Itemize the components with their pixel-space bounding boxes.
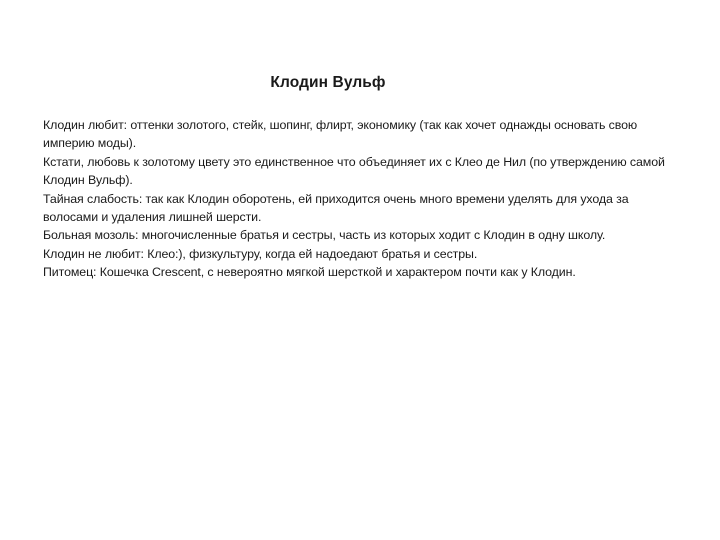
paragraph-dislikes: Клодин не любит: Клео:), физкультуру, когда ей надоедают братья и сестры.	[43, 246, 478, 261]
paragraph-pet: Питомец: Кошечка Crescent, с невероятно мягкой шерсткой и характером почти как у Клодин.	[43, 265, 576, 280]
paragraph-gold-love: Кстати, любовь к золотому цвету это единственное что объединяет их с Клео де Нил (по утверждению самой Клодин Вульф).	[43, 154, 665, 188]
slide-title: Клодин Вульф	[270, 74, 386, 91]
slide-body	[43, 116, 683, 282]
paragraph-sore-spot: Больная мозоль: многочисленные братья и сестры, часть из которых ходит с Клодин в одну школу.	[43, 228, 606, 243]
paragraph-secret-weakness: Тайная слабость: так как Клодин оборотень, ей приходится очень много времени уделять для ухода за волосами и удаления лишней шерсти.	[43, 191, 629, 225]
paragraph-likes: Клодин любит: оттенки золотого, стейк, шопинг, флирт, экономику (так как хочет однажды основать свою империю моды).	[43, 118, 638, 151]
